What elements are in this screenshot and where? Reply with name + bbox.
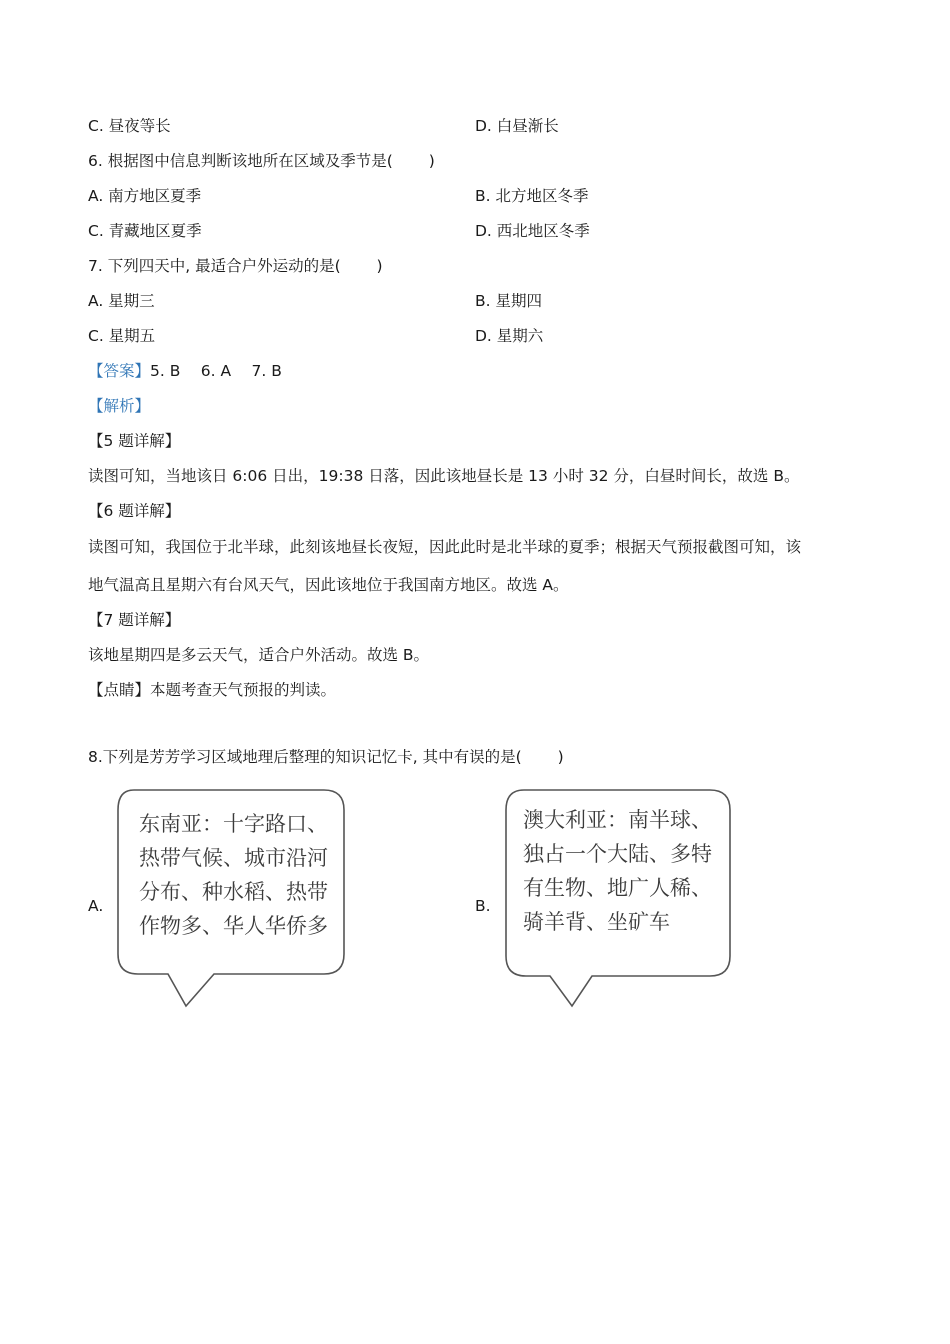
q7-option-c: C. 星期五: [88, 327, 156, 345]
card-b-line: 有生物、地广人稀、: [523, 876, 712, 900]
q8-option-b-label: B.: [475, 897, 491, 915]
q7-detail-text: 该地星期四是多云天气，适合户外活动。故选 B。: [88, 646, 430, 664]
q7-option-b: B. 星期四: [475, 292, 542, 310]
card-b-line: 骑羊背、坐矿车: [523, 910, 670, 934]
q7-detail-title: 【7 题详解】: [88, 611, 181, 629]
q7-stem: 7. 下列四天中, 最适合户外运动的是( ): [88, 257, 383, 275]
card-b-line: 澳大利亚：南半球、: [523, 808, 712, 832]
q5-option-d: D. 白昼渐长: [475, 117, 559, 135]
card-a-line: 分布、种水稻、热带: [139, 880, 328, 904]
q8-stem: 8.下列是芳芳学习区域地理后整理的知识记忆卡, 其中有误的是( ): [88, 748, 564, 766]
q6-detail-title: 【6 题详解】: [88, 502, 181, 520]
answer-tag: 【答案】: [88, 362, 151, 380]
card-a-line: 热带气候、城市沿河: [139, 846, 328, 870]
comment-line: 【点睛】本题考查天气预报的判读。: [88, 681, 337, 699]
card-b-line: 独占一个大陆、多特: [523, 842, 712, 866]
q5-detail-title: 【5 题详解】: [88, 432, 181, 450]
q6-option-c: C. 青藏地区夏季: [88, 222, 202, 240]
answer-line: [88, 361, 282, 381]
answer-text: 5. B 6. A 7. B: [150, 362, 282, 380]
card-a-line: 东南亚：十字路口、: [139, 812, 328, 836]
q6-detail-text-1: 读图可知，我国位于北半球，此刻该地昼长夜短，因此此时是北半球的夏季；根据天气预报截图可知，该: [88, 538, 802, 556]
q8-option-a-label: A.: [88, 897, 104, 915]
card-b-text: [523, 803, 712, 939]
q6-option-a: A. 南方地区夏季: [88, 187, 202, 205]
analysis-tag: 【解析】: [88, 397, 151, 415]
card-a-line: 作物多、华人华侨多: [139, 914, 328, 938]
q6-stem: 6. 根据图中信息判断该地所在区域及季节是( ): [88, 152, 435, 170]
card-a-text: [139, 807, 328, 943]
q5-detail-text: 读图可知，当地该日 6:06 日出，19:38 日落，因此该地昼长是 13 小时 32 分，白昼时间长，故选 B。: [88, 467, 800, 485]
q6-option-d: D. 西北地区冬季: [475, 222, 590, 240]
q7-option-a: A. 星期三: [88, 292, 155, 310]
q6-option-b: B. 北方地区冬季: [475, 187, 589, 205]
q7-option-d: D. 星期六: [475, 327, 544, 345]
q5-option-c: C. 昼夜等长: [88, 117, 171, 135]
q6-detail-text-2: 地气温高且星期六有台风天气，因此该地位于我国南方地区。故选 A。: [88, 576, 569, 594]
